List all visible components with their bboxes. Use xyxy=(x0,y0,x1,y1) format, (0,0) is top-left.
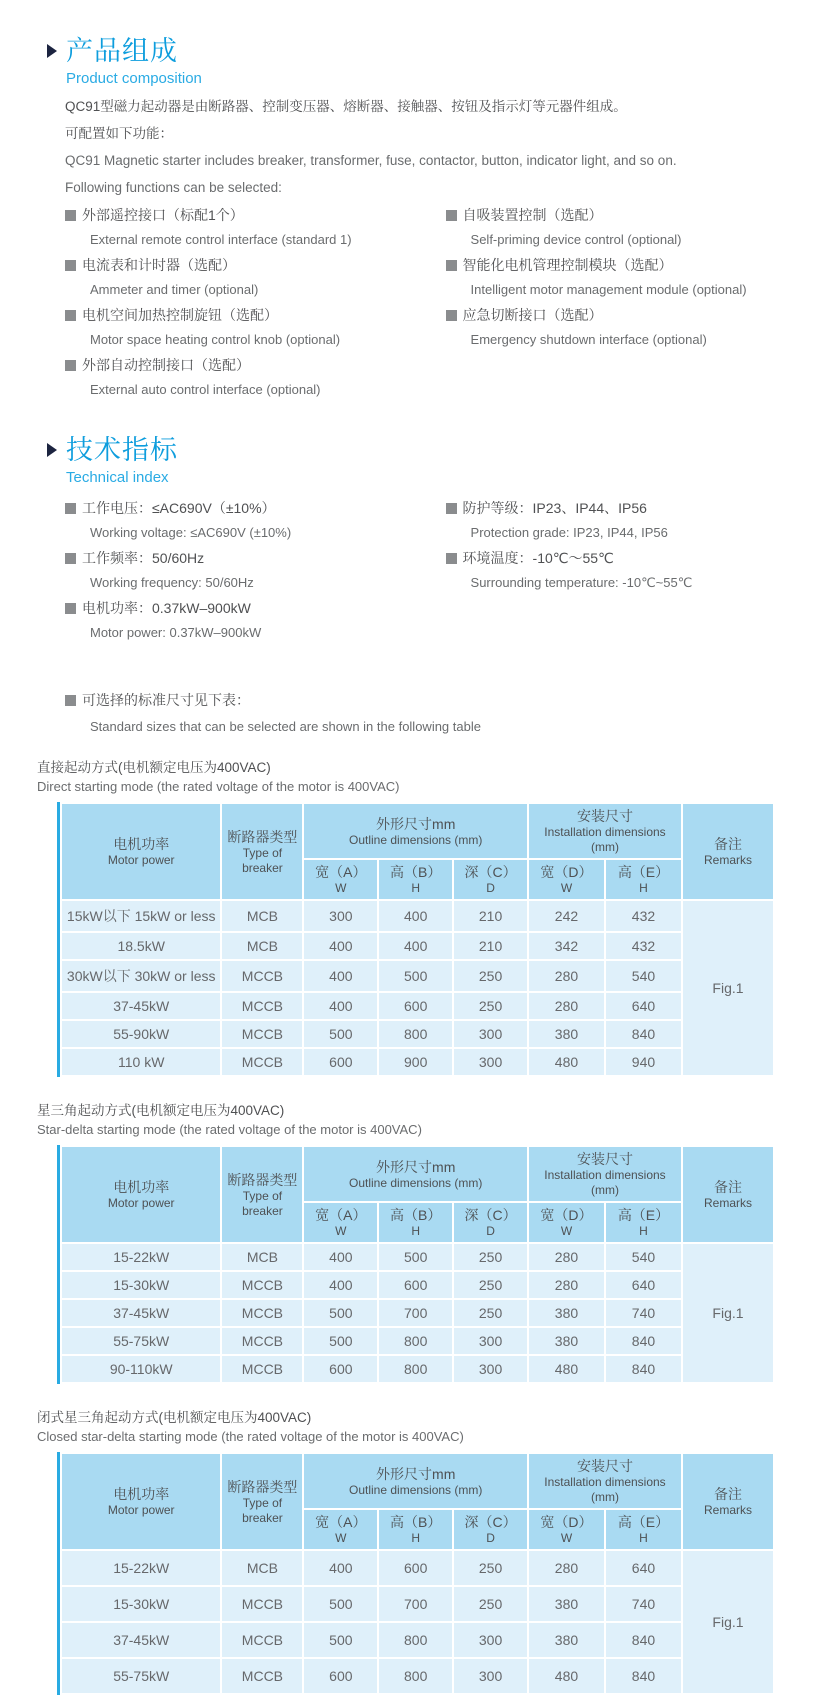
section-title-row xyxy=(47,435,775,465)
table-cell: 640 xyxy=(605,1550,682,1586)
table-row xyxy=(61,1048,774,1076)
table-cell: 15-30kW xyxy=(61,1586,221,1622)
item-label-zh: 电机空间加热控制旋钮（选配） xyxy=(82,307,278,323)
table-cell: 600 xyxy=(378,1550,453,1586)
dimensions-table xyxy=(60,1452,775,1695)
table-cell: 800 xyxy=(378,1622,453,1658)
note-text-en: Standard sizes that can be selected are shown in the following table xyxy=(90,719,481,734)
table-row xyxy=(61,1658,774,1694)
table-body xyxy=(61,900,774,1076)
table-cell: MCCB xyxy=(221,1658,303,1694)
section-product-composition xyxy=(57,36,775,407)
header-installation-dimensions: 安装尺寸 Installation dimensions (mm) xyxy=(528,803,682,859)
header-dimension-sub: 深（C） D xyxy=(453,1202,528,1243)
table-row xyxy=(61,1299,774,1327)
table-cell: MCB xyxy=(221,1550,303,1586)
table-row xyxy=(61,932,774,960)
bullet-square-icon xyxy=(65,503,76,514)
table-cell: 840 xyxy=(605,1355,682,1383)
table-cell: 500 xyxy=(378,960,453,992)
section-subtitle: Technical index xyxy=(66,469,169,486)
remark-cell: Fig.1 xyxy=(682,1243,774,1383)
table-cell: 600 xyxy=(303,1658,378,1694)
section-title: 技术指标 xyxy=(66,435,178,465)
item-label-zh: 电机功率：0.37kW–900kW xyxy=(82,600,251,616)
header-dimension-sub: 宽（A） W xyxy=(303,1202,378,1243)
table-block-star-delta xyxy=(57,1145,775,1384)
intro-line: Following functions can be selected: xyxy=(65,180,282,195)
table-cell: 540 xyxy=(605,1243,682,1271)
table-cell: 640 xyxy=(605,992,682,1020)
item-label-en: Working frequency: 50/60Hz xyxy=(90,575,254,590)
item-label-en: External auto control interface (optional) xyxy=(90,382,321,397)
table-cell: 840 xyxy=(605,1658,682,1694)
list-item xyxy=(57,307,438,347)
table-cell: 280 xyxy=(528,1271,605,1299)
table-cell: 800 xyxy=(378,1658,453,1694)
table-cell: MCCB xyxy=(221,1622,303,1658)
table-cell: 800 xyxy=(378,1355,453,1383)
bullet-square-icon xyxy=(446,210,457,221)
intro-line: QC91 Magnetic starter includes breaker, transformer, fuse, contactor, button, indicator light, and so on. xyxy=(65,153,677,168)
item-label-zh: 智能化电机管理控制模块（选配） xyxy=(462,257,673,273)
feature-list-left xyxy=(57,207,438,407)
item-label-en: External remote control interface (standard 1) xyxy=(90,232,352,247)
table-cell: MCCB xyxy=(221,1299,303,1327)
header-dimension-sub: 深（C） D xyxy=(453,1509,528,1550)
table-cell: 210 xyxy=(453,932,528,960)
table-cell: 300 xyxy=(453,1327,528,1355)
table-cell: 500 xyxy=(303,1327,378,1355)
item-label-en: Surrounding temperature: -10℃~55℃ xyxy=(470,575,693,590)
table-row xyxy=(61,1355,774,1383)
table-cell: 600 xyxy=(303,1048,378,1076)
table-cell: 300 xyxy=(453,1658,528,1694)
table-cell: 500 xyxy=(303,1622,378,1658)
bullet-square-icon xyxy=(65,210,76,221)
table-cell: 250 xyxy=(453,960,528,992)
table-cell: 90-110kW xyxy=(61,1355,221,1383)
table-row xyxy=(61,992,774,1020)
table-cell: 432 xyxy=(605,900,682,932)
item-label-en: Emergency shutdown interface (optional) xyxy=(470,332,707,347)
item-label-zh: 应急切断接口（选配） xyxy=(462,307,603,323)
table-cell: 250 xyxy=(453,1243,528,1271)
table-cell: 250 xyxy=(453,992,528,1020)
header-remarks: 备注 Remarks xyxy=(682,1453,774,1550)
table-row xyxy=(61,1586,774,1622)
spec-list-left xyxy=(57,500,438,650)
table-cell: MCCB xyxy=(221,1586,303,1622)
note-text-zh: 可选择的标准尺寸见下表： xyxy=(82,692,250,708)
list-item xyxy=(57,550,438,590)
item-label-zh: 环境温度：-10℃～55℃ xyxy=(462,550,614,566)
table-caption-zh: 直接起动方式(电机额定电压为400VAC) xyxy=(37,760,271,775)
section-title-row xyxy=(47,36,775,66)
intro-line: 可配置如下功能： xyxy=(65,126,173,141)
table-cell: 700 xyxy=(378,1586,453,1622)
table-caption xyxy=(37,1408,775,1446)
table-cell: MCB xyxy=(221,932,303,960)
remark-cell: Fig.1 xyxy=(682,900,774,1076)
table-cell: 300 xyxy=(453,1048,528,1076)
list-item xyxy=(438,307,775,347)
table-cell: 500 xyxy=(378,1243,453,1271)
header-dimension-sub: 宽（D） W xyxy=(528,1509,605,1550)
table-cell: 280 xyxy=(528,1550,605,1586)
table-cell: 37-45kW xyxy=(61,992,221,1020)
bullet-square-icon xyxy=(446,310,457,321)
header-dimension-sub: 高（B） H xyxy=(378,1202,453,1243)
header-dimension-sub: 深（C） D xyxy=(453,859,528,900)
table-cell: 37-45kW xyxy=(61,1622,221,1658)
table-cell: 300 xyxy=(303,900,378,932)
item-label-zh: 外部自动控制接口（选配） xyxy=(82,357,250,373)
table-head xyxy=(61,803,774,900)
table-cell: MCCB xyxy=(221,1020,303,1048)
table-cell: 15-22kW xyxy=(61,1550,221,1586)
item-label-en: Intelligent motor management module (optional) xyxy=(470,282,747,297)
table-cell: 300 xyxy=(453,1020,528,1048)
table-cell: 300 xyxy=(453,1355,528,1383)
table-caption-zh: 星三角起动方式(电机额定电压为400VAC) xyxy=(37,1103,285,1118)
triangle-marker-icon xyxy=(47,44,57,58)
table-cell: 380 xyxy=(528,1327,605,1355)
table-row xyxy=(61,1550,774,1586)
bullet-square-icon xyxy=(65,260,76,271)
table-row xyxy=(61,900,774,932)
bullet-square-icon xyxy=(65,360,76,371)
table-cell: 15-30kW xyxy=(61,1271,221,1299)
list-item xyxy=(438,207,775,247)
table-caption-en: Direct starting mode (the rated voltage of the motor is 400VAC) xyxy=(37,779,400,794)
table-cell: 400 xyxy=(303,960,378,992)
table-cell: 400 xyxy=(303,1243,378,1271)
bullet-square-icon xyxy=(446,503,457,514)
header-dimension-sub: 高（B） H xyxy=(378,859,453,900)
table-cell: 15kW以下 15kW or less xyxy=(61,900,221,932)
item-label-zh: 自吸装置控制（选配） xyxy=(462,207,603,223)
table-head xyxy=(61,1453,774,1550)
item-label-zh: 防护等级：IP23、IP44、IP56 xyxy=(462,500,647,516)
item-label-zh: 外部遥控接口（标配1个） xyxy=(82,207,244,223)
table-cell: 540 xyxy=(605,960,682,992)
table-cell: 380 xyxy=(528,1299,605,1327)
item-label-zh: 电流表和计时器（选配） xyxy=(82,257,236,273)
table-cell: 500 xyxy=(303,1586,378,1622)
table-cell: MCCB xyxy=(221,1355,303,1383)
table-cell: MCB xyxy=(221,900,303,932)
table-cell: 840 xyxy=(605,1622,682,1658)
header-dimension-sub: 宽（D） W xyxy=(528,1202,605,1243)
header-remarks: 备注 Remarks xyxy=(682,1146,774,1243)
standard-size-note xyxy=(57,690,775,734)
table-cell: 600 xyxy=(378,1271,453,1299)
table-cell: 380 xyxy=(528,1586,605,1622)
table-cell: 400 xyxy=(378,932,453,960)
table-cell: 700 xyxy=(378,1299,453,1327)
item-label-zh: 工作电压：≤AC690V（±10%） xyxy=(82,500,276,516)
remark-cell: Fig.1 xyxy=(682,1550,774,1694)
header-dimension-sub: 宽（A） W xyxy=(303,859,378,900)
table-cell: 250 xyxy=(453,1550,528,1586)
list-item xyxy=(438,550,775,590)
item-label-en: Working voltage: ≤AC690V (±10%) xyxy=(90,525,292,540)
table-cell: 250 xyxy=(453,1299,528,1327)
item-label-zh: 工作频率：50/60Hz xyxy=(82,550,205,566)
note-line-zh xyxy=(65,690,775,710)
table-body xyxy=(61,1243,774,1383)
table-caption-zh: 闭式星三角起动方式(电机额定电压为400VAC) xyxy=(37,1410,312,1425)
table-cell: 30kW以下 30kW or less xyxy=(61,960,221,992)
table-cell: 15-22kW xyxy=(61,1243,221,1271)
table-caption xyxy=(37,758,775,796)
table-cell: 55-90kW xyxy=(61,1020,221,1048)
section-subtitle: Product composition xyxy=(66,70,202,87)
bullet-square-icon xyxy=(65,310,76,321)
table-cell: MCCB xyxy=(221,1271,303,1299)
table-cell: 940 xyxy=(605,1048,682,1076)
table-cell: 55-75kW xyxy=(61,1658,221,1694)
table-cell: 280 xyxy=(528,960,605,992)
feature-list-right xyxy=(438,207,775,407)
table-row xyxy=(61,960,774,992)
table-cell: 18.5kW xyxy=(61,932,221,960)
table-cell: 800 xyxy=(378,1327,453,1355)
table-cell: 400 xyxy=(303,1271,378,1299)
table-cell: 280 xyxy=(528,1243,605,1271)
table-caption-en: Closed star-delta starting mode (the rated voltage of the motor is 400VAC) xyxy=(37,1429,464,1444)
header-breaker-type: 断路器类型 Type of breaker xyxy=(221,1453,303,1550)
item-label-en: Ammeter and timer (optional) xyxy=(90,282,259,297)
intro-line: QC91型磁力起动器是由断路器、控制变压器、熔断器、接触器、按钮及指示灯等元器件组成。 xyxy=(65,99,627,114)
table-cell: 380 xyxy=(528,1622,605,1658)
table-cell: MCB xyxy=(221,1243,303,1271)
table-caption xyxy=(37,1101,775,1139)
table-cell: 900 xyxy=(378,1048,453,1076)
header-motor-power: 电机功率 Motor power xyxy=(61,803,221,900)
table-cell: MCCB xyxy=(221,1048,303,1076)
bullet-square-icon xyxy=(446,553,457,564)
dimensions-table xyxy=(60,1145,775,1384)
bullet-square-icon xyxy=(65,695,76,706)
table-cell: 210 xyxy=(453,900,528,932)
table-cell: 640 xyxy=(605,1271,682,1299)
bullet-square-icon xyxy=(65,603,76,614)
table-row xyxy=(61,1271,774,1299)
triangle-marker-icon xyxy=(47,443,57,457)
table-cell: 400 xyxy=(378,900,453,932)
table-cell: 400 xyxy=(303,932,378,960)
table-cell: 840 xyxy=(605,1327,682,1355)
header-dimension-sub: 高（B） H xyxy=(378,1509,453,1550)
table-cell: MCCB xyxy=(221,992,303,1020)
table-caption-en: Star-delta starting mode (the rated voltage of the motor is 400VAC) xyxy=(37,1122,422,1137)
table-cell: 250 xyxy=(453,1586,528,1622)
spec-columns xyxy=(57,500,775,650)
header-outline-dimensions: 外形尺寸mm Outline dimensions (mm) xyxy=(303,803,528,859)
table-cell: 300 xyxy=(453,1622,528,1658)
header-outline-dimensions: 外形尺寸mm Outline dimensions (mm) xyxy=(303,1453,528,1509)
bullet-square-icon xyxy=(446,260,457,271)
list-item xyxy=(438,500,775,540)
header-breaker-type: 断路器类型 Type of breaker xyxy=(221,1146,303,1243)
header-dimension-sub: 宽（D） W xyxy=(528,859,605,900)
table-cell: 432 xyxy=(605,932,682,960)
list-item xyxy=(57,257,438,297)
table-cell: 740 xyxy=(605,1299,682,1327)
header-dimension-sub: 高（E） H xyxy=(605,859,682,900)
header-dimension-sub: 高（E） H xyxy=(605,1509,682,1550)
table-cell: 740 xyxy=(605,1586,682,1622)
table-cell: 840 xyxy=(605,1020,682,1048)
list-item xyxy=(57,207,438,247)
list-item xyxy=(57,357,438,397)
table-cell: MCCB xyxy=(221,960,303,992)
list-item xyxy=(57,500,438,540)
bullet-square-icon xyxy=(65,553,76,564)
table-block-direct-start xyxy=(57,802,775,1077)
table-cell: 480 xyxy=(528,1658,605,1694)
table-block-closed-star-delta xyxy=(57,1452,775,1695)
item-label-en: Motor power: 0.37kW–900kW xyxy=(90,625,262,640)
table-row xyxy=(61,1243,774,1271)
table-cell: 37-45kW xyxy=(61,1299,221,1327)
table-row xyxy=(61,1622,774,1658)
header-installation-dimensions: 安装尺寸 Installation dimensions (mm) xyxy=(528,1146,682,1202)
table-cell: 480 xyxy=(528,1048,605,1076)
table-cell: 600 xyxy=(378,992,453,1020)
table-cell: MCCB xyxy=(221,1327,303,1355)
header-motor-power: 电机功率 Motor power xyxy=(61,1146,221,1243)
table-cell: 380 xyxy=(528,1020,605,1048)
table-head xyxy=(61,1146,774,1243)
table-cell: 500 xyxy=(303,1299,378,1327)
table-cell: 600 xyxy=(303,1355,378,1383)
table-cell: 500 xyxy=(303,1020,378,1048)
spec-list-right xyxy=(438,500,775,650)
list-item xyxy=(438,257,775,297)
section-technical-index xyxy=(57,435,775,650)
table-cell: 110 kW xyxy=(61,1048,221,1076)
header-dimension-sub: 高（E） H xyxy=(605,1202,682,1243)
header-outline-dimensions: 外形尺寸mm Outline dimensions (mm) xyxy=(303,1146,528,1202)
table-cell: 242 xyxy=(528,900,605,932)
header-remarks: 备注 Remarks xyxy=(682,803,774,900)
table-row xyxy=(61,1020,774,1048)
feature-columns xyxy=(57,207,775,407)
item-label-en: Self-priming device control (optional) xyxy=(470,232,682,247)
table-row xyxy=(61,1327,774,1355)
table-cell: 55-75kW xyxy=(61,1327,221,1355)
list-item xyxy=(57,600,438,640)
table-cell: 400 xyxy=(303,1550,378,1586)
item-label-en: Protection grade: IP23, IP44, IP56 xyxy=(470,525,668,540)
header-installation-dimensions: 安装尺寸 Installation dimensions (mm) xyxy=(528,1453,682,1509)
header-breaker-type: 断路器类型 Type of breaker xyxy=(221,803,303,900)
header-dimension-sub: 宽（A） W xyxy=(303,1509,378,1550)
table-cell: 800 xyxy=(378,1020,453,1048)
table-cell: 280 xyxy=(528,992,605,1020)
table-cell: 342 xyxy=(528,932,605,960)
section-title: 产品组成 xyxy=(66,36,178,66)
table-cell: 400 xyxy=(303,992,378,1020)
header-motor-power: 电机功率 Motor power xyxy=(61,1453,221,1550)
table-cell: 480 xyxy=(528,1355,605,1383)
item-label-en: Motor space heating control knob (optional) xyxy=(90,332,341,347)
dimensions-table xyxy=(60,802,775,1077)
intro-paragraphs xyxy=(57,99,775,196)
table-body xyxy=(61,1550,774,1694)
table-cell: 250 xyxy=(453,1271,528,1299)
